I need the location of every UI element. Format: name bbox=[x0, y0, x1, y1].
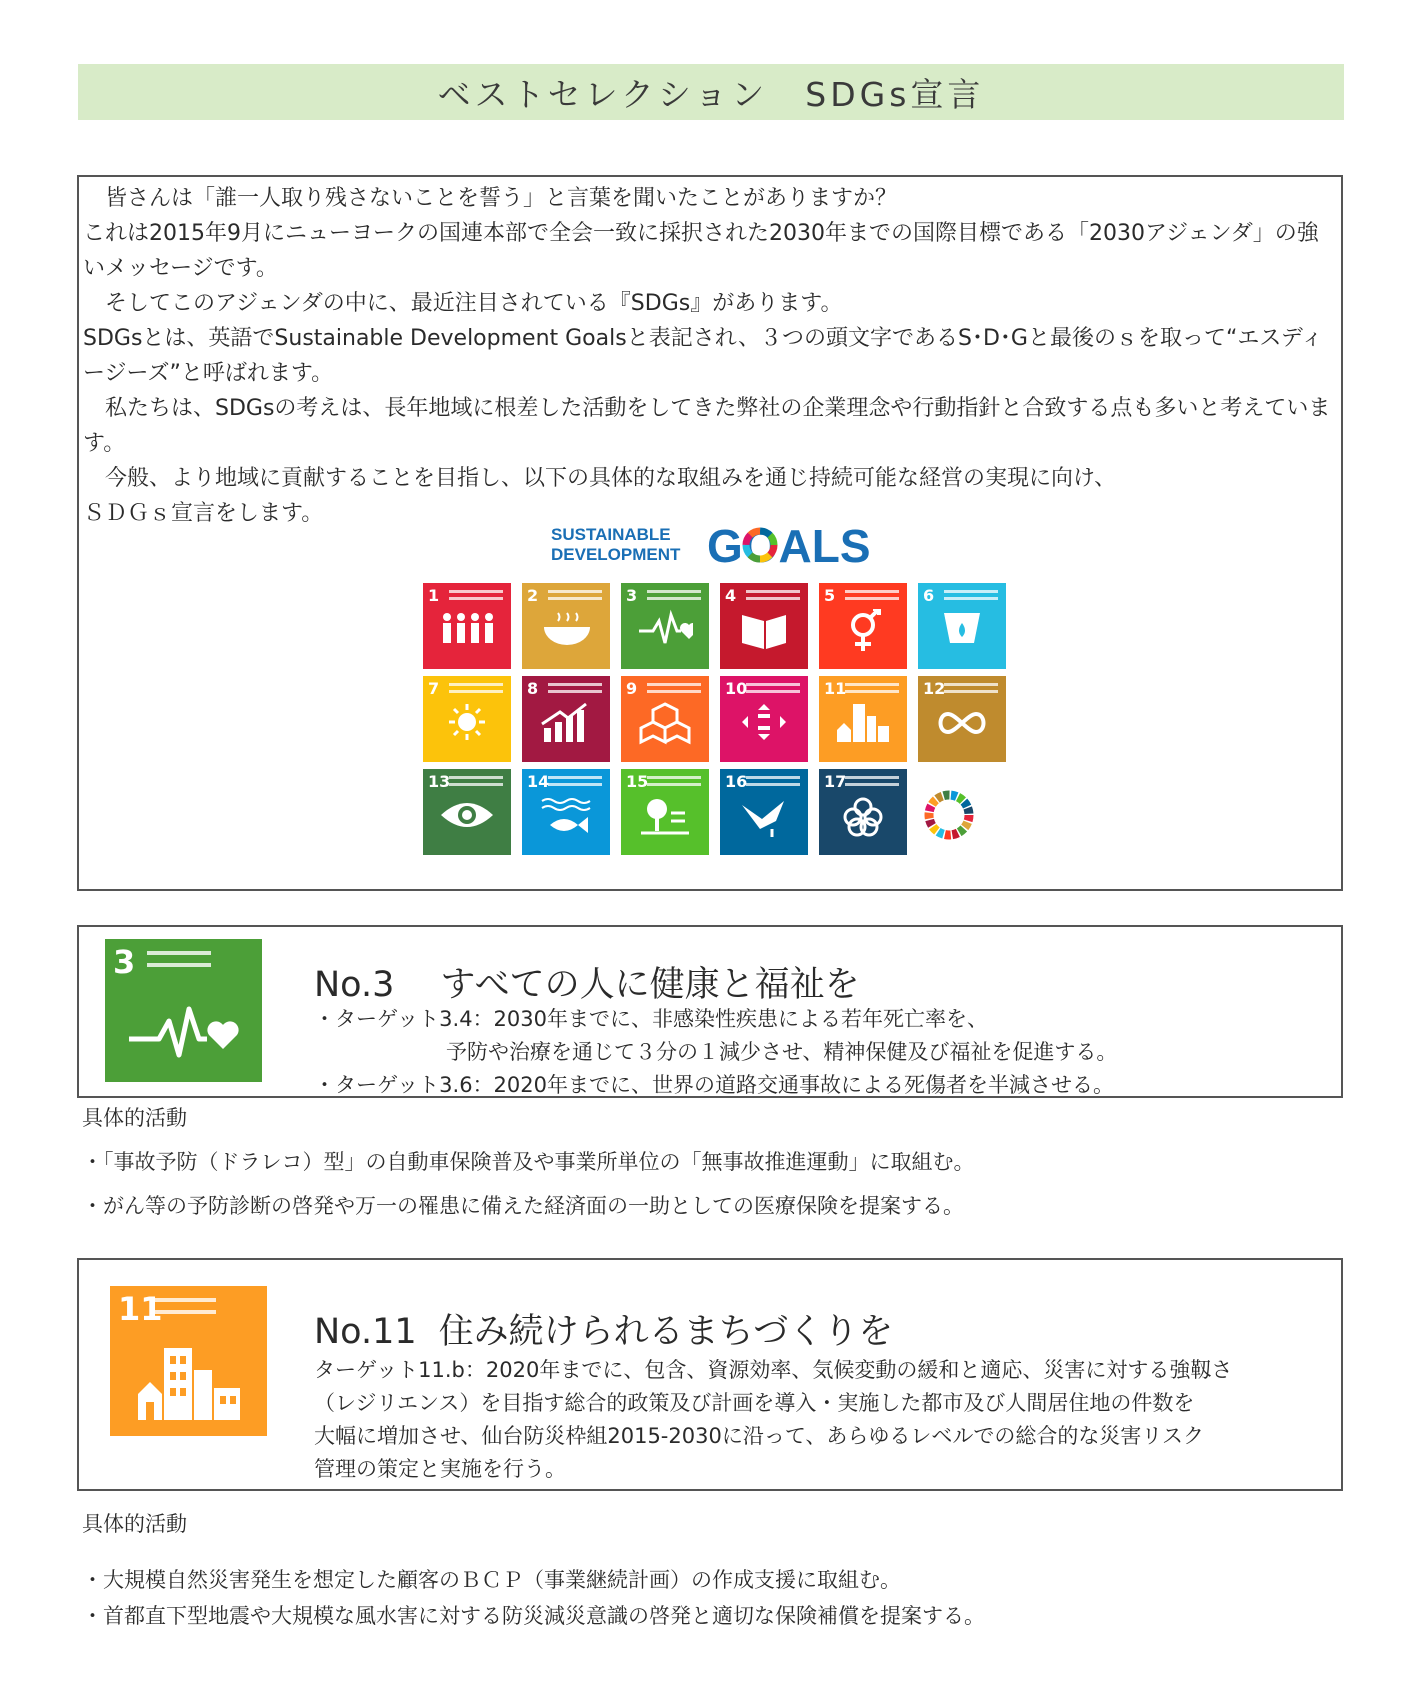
goal11-title: 住み続けられるまちづくりを bbox=[438, 1312, 894, 1352]
goal11-heading bbox=[314, 1304, 893, 1354]
sdg-tile-caption bbox=[647, 590, 701, 600]
sdg-tile-4 bbox=[720, 583, 808, 669]
intro-paragraph: そしてこのアジェンダの中に、最近注目されている『SDGs』があります。 bbox=[83, 291, 843, 316]
sdg-tile-7 bbox=[423, 676, 511, 762]
people-icon bbox=[439, 609, 495, 653]
sdg-tile-17 bbox=[819, 769, 907, 855]
intro-paragraph: 私たちは、SDGsの考えは、長年地域に根差した活動をしてきた弊社の企業理念や行動指針と合致する点も多いと考えています。 bbox=[83, 396, 1331, 456]
sdg-tile-number: 16 bbox=[725, 772, 748, 791]
sdg-color-wheel-icon bbox=[919, 785, 979, 845]
goal11-target-line: （レジリエンス）を目指す総合的政策及び計画を導入・実施した都市及び人間居住地の件数を bbox=[314, 1391, 1195, 1415]
sdg-tile-6 bbox=[918, 583, 1006, 669]
goal11-activities-title: 具体的活動 bbox=[82, 1512, 187, 1536]
sdg-logo-line2: DEVELOPMENT bbox=[551, 545, 681, 564]
sdg-tile-3 bbox=[621, 583, 709, 669]
goal11-target-line: 管理の策定と実施を行う。 bbox=[314, 1457, 566, 1481]
sdg-tile-number: 11 bbox=[824, 679, 847, 698]
goal3-target-line: ・ターゲット3.6：2020年までに、世界の道路交通事故による死傷者を半減させる。 bbox=[314, 1073, 1114, 1097]
sdg-tile-caption bbox=[845, 776, 899, 786]
intro-box bbox=[77, 175, 1343, 891]
sdg-tile-number: 2 bbox=[527, 586, 539, 605]
sdg-tile-number: 14 bbox=[527, 772, 550, 791]
sdg-tile-number: 17 bbox=[824, 772, 847, 791]
sdg-tile-number: 5 bbox=[824, 586, 836, 605]
sdg-tile-1 bbox=[423, 583, 511, 669]
goal3-target-line: ・ターゲット3.4：2030年までに、非感染性疾患による若年死亡率を、 bbox=[314, 1007, 988, 1031]
intro-paragraph: 皆さんは「誰一人取り残さないことを誓う」と言葉を聞いたことがありますか？ bbox=[83, 186, 898, 211]
goal3-target-line: 予防や治療を通じて３分の１減少させ、精神保健及び福祉を促進する。 bbox=[446, 1040, 1118, 1064]
sdg-tile-caption bbox=[746, 776, 800, 786]
sdg-tile-caption bbox=[647, 776, 701, 786]
goal3-icon-caption bbox=[147, 951, 211, 967]
sdg-tile-caption bbox=[944, 683, 998, 693]
sdg-logo-line1: SUSTAINABLE bbox=[551, 525, 671, 544]
goal11-number: No.11 bbox=[314, 1312, 417, 1352]
eye-globe-icon bbox=[439, 795, 495, 839]
sdg-tile-number: 9 bbox=[626, 679, 638, 698]
dove-icon bbox=[736, 795, 792, 839]
goal3-heading bbox=[314, 957, 860, 1007]
sdg-tile-caption bbox=[548, 683, 602, 693]
heartbeat-icon bbox=[125, 1001, 245, 1061]
sdg-tile-11 bbox=[819, 676, 907, 762]
sdg-tile-number: 12 bbox=[923, 679, 946, 698]
sdg-tile-caption bbox=[746, 590, 800, 600]
sdg-tile-10 bbox=[720, 676, 808, 762]
sdg-tile-8 bbox=[522, 676, 610, 762]
sdg-tile-caption bbox=[449, 776, 503, 786]
goal3-activity: ・がん等の予防診断の啓発や万一の罹患に備えた経済面の一助としての医療保険を提案する。 bbox=[82, 1194, 964, 1218]
sdg-tile-5 bbox=[819, 583, 907, 669]
sdg-tile-number: 10 bbox=[725, 679, 748, 698]
goal11-target-line: ターゲット11.b：2020年までに、包含、資源効率、気候変動の緩和と適応、災害に対する強靱さ bbox=[314, 1358, 1233, 1382]
fish-icon bbox=[538, 795, 594, 839]
title-banner bbox=[78, 64, 1344, 120]
goal3-activities-title: 具体的活動 bbox=[82, 1106, 187, 1130]
goal3-targets bbox=[314, 1003, 1117, 1102]
goal3-icon bbox=[105, 939, 262, 1082]
sdg-tile-caption bbox=[845, 683, 899, 693]
goal3-number: No.3 bbox=[314, 965, 395, 1005]
sdg-tile-13 bbox=[423, 769, 511, 855]
sdg-tile-12 bbox=[918, 676, 1006, 762]
cubes-icon bbox=[637, 702, 693, 746]
sdg-tile-caption bbox=[449, 683, 503, 693]
sdg-tile-number: 4 bbox=[725, 586, 737, 605]
sdg-tile-14 bbox=[522, 769, 610, 855]
goal3-activity: ・「事故予防（ドラレコ）型」の自動車保険普及や事業所単位の「無事故推進運動」に取組む。 bbox=[82, 1150, 975, 1174]
tree-icon bbox=[637, 795, 693, 839]
city-icon bbox=[134, 1338, 246, 1424]
sdg-tile-15 bbox=[621, 769, 709, 855]
sdg-tile-number: 1 bbox=[428, 586, 440, 605]
page-title: ベストセレクション SDGs宣言 bbox=[437, 74, 985, 114]
goal11-targets bbox=[314, 1354, 1232, 1486]
sdg-logo bbox=[549, 520, 889, 568]
goal11-target-line: 大幅に増加させ、仙台防災枠組2015-2030に沿って、あらゆるレベルでの総合的な災害リスク bbox=[314, 1424, 1204, 1448]
intro-paragraph: 今般、より地域に貢献することを目指し、以下の具体的な取組みを通じ持続可能な経営の実現に向け、 bbox=[83, 466, 1117, 491]
sdg-tile-caption bbox=[845, 590, 899, 600]
equality-icon bbox=[736, 702, 792, 746]
sdg-tile-2 bbox=[522, 583, 610, 669]
sdg-goals-grid bbox=[423, 583, 1003, 855]
goal11-icon-number: 11 bbox=[118, 1290, 163, 1328]
sdg-tile-number: 15 bbox=[626, 772, 649, 791]
intro-text bbox=[83, 181, 1339, 531]
goal11-icon bbox=[110, 1286, 267, 1436]
growth-chart-icon bbox=[538, 702, 594, 746]
sdg-tile-9 bbox=[621, 676, 709, 762]
sdg-tile-caption bbox=[647, 683, 701, 693]
sdg-tile-caption bbox=[944, 590, 998, 600]
infinity-icon bbox=[934, 702, 990, 746]
goal11-activity: ・首都直下型地震や大規模な風水害に対する防災減災意識の啓発と適切な保険補償を提案する。 bbox=[82, 1604, 985, 1628]
intro-paragraph: SDGsとは、英語でSustainable Development Goalsと表記され、３つの頭文字であるS･D･Gと最後のｓを取って“エスディージーズ”と呼ばれます。 bbox=[83, 326, 1324, 386]
sdg-logo-goals: GOALS bbox=[707, 520, 871, 568]
sdg-tile-caption bbox=[449, 590, 503, 600]
city-icon bbox=[835, 702, 891, 746]
goal3-title: すべての人に健康と福祉を bbox=[440, 965, 860, 1005]
bowl-icon bbox=[538, 609, 594, 653]
goal11-activity: ・大規模自然災害発生を想定した顧客のＢＣＰ（事業継続計画）の作成支援に取組む。 bbox=[82, 1568, 901, 1592]
sdg-tile-number: 7 bbox=[428, 679, 440, 698]
sdg-tile-number: 13 bbox=[428, 772, 451, 791]
sdg-tile-number: 3 bbox=[626, 586, 638, 605]
goal3-box bbox=[77, 925, 1343, 1098]
goal11-box bbox=[77, 1258, 1343, 1491]
sdg-tile-caption bbox=[548, 776, 602, 786]
sdg-tile-caption bbox=[746, 683, 800, 693]
water-icon bbox=[934, 609, 990, 653]
heartbeat-icon bbox=[637, 609, 693, 653]
sdg-tile-number: 6 bbox=[923, 586, 935, 605]
sdg-tile-number: 8 bbox=[527, 679, 539, 698]
partnership-icon bbox=[835, 795, 891, 839]
sdg-tile-16 bbox=[720, 769, 808, 855]
sun-icon bbox=[439, 702, 495, 746]
intro-paragraph: これは2015年9月にニューヨークの国連本部で全会一致に採択された2030年までの国際目標である「2030アジェンダ」の強いメッセージです。 bbox=[83, 221, 1319, 281]
goal11-icon-caption bbox=[152, 1298, 216, 1314]
gender-icon bbox=[835, 609, 891, 653]
book-icon bbox=[736, 609, 792, 653]
sdg-tile-caption bbox=[548, 590, 602, 600]
intro-paragraph: ＳＤＧｓ宣言をします。 bbox=[83, 501, 324, 526]
goal3-icon-number: 3 bbox=[113, 943, 136, 981]
